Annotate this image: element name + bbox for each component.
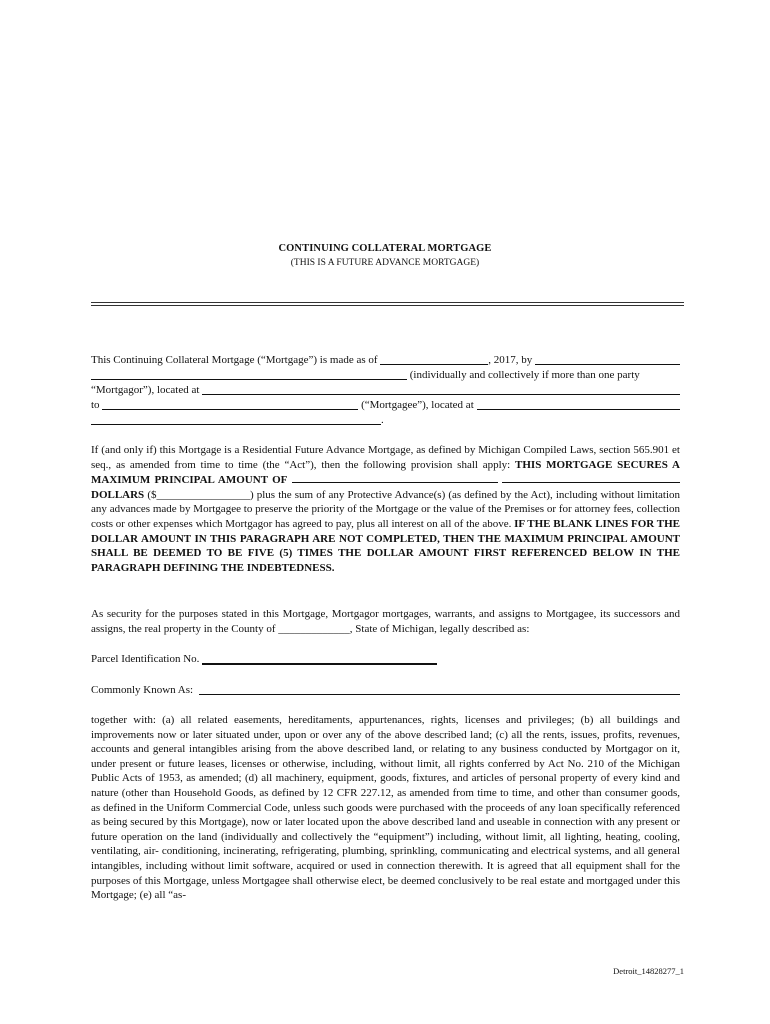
intro-text-mortgagee-located: (“Mortgagee”), located at [361,399,474,411]
max-principal-amount-blank-field[interactable] [292,472,498,483]
mortgagor-name-blank-field[interactable] [535,353,680,365]
mortgagor-address-blank-field[interactable] [202,383,680,395]
date-blank-field[interactable] [380,353,488,365]
parcel-id-label: Parcel Identification No. [91,653,200,665]
mortgagee-address-blank-field-2[interactable] [91,413,381,425]
parcel-id-line [91,652,680,667]
intro-text-year: , 2017, by [488,354,533,366]
together-with-paragraph: together with: (a) all related easements, hereditaments, appurtenances, rights, licenses and privileges; (b) all buildings and improvements now or later situated under, upon or over any of the above described land; (c) all the rents, issues, profits, revenues, accounts and general intangibles arising from the above described land, or relating to any business conducted by Mortgagor on it, under present or future leases, licenses or otherwise, including, without limit, all rights conferred by Act No. 210 of the Michigan Public Acts of 1953, as amended; (d) all machinery, equipment, goods, fixtures, and articles of personal property of every kind and nature (other than Household Goods, as defined by 12 CFR 227.12, as amended from time to time, and other than consumer goods, as defined in the Uniform Commercial Code, unless such goods were purchased with the proceeds of any loan specifically referenced as being secured by this Mortgage), now or later located upon the above described land and useable in connection with any present or future operation on the land (individually and collectively the “equipment”) including, without limit, all lighting, heating, cooling, ventilating, air- conditioning, incinerating, refrigerating, plumbing, sprinkling, communicating and electrical systems, and all general intangibles, including without limit software, acquired or used in connection therewith. It is agreed that all equipment shall for the purposes of this Mortgage, unless Mortgagee shall otherwise elect, be deemed conclusively to be real estate and mortgaged under this Mortgage; (e) all “as- [91,714,680,902]
double-rule-top [91,302,684,303]
double-rule-bottom [91,305,684,306]
mortgagee-name-blank-field[interactable] [102,398,358,410]
mortgagee-address-blank-field[interactable] [477,398,681,410]
parcel-id-blank-field[interactable] [202,652,437,665]
commonly-known-label: Commonly Known As: [91,684,194,696]
intro-text-individually: (individually and collectively if more than one party [409,369,640,381]
security-paragraph: As security for the purposes stated in this Mortgage, Mortgagor mortgages, warrants, and assigns to Mortgagee, its successors and assigns, the real property in the County of _____________, State of Michigan, legally described as: [91,608,680,635]
blank-lines-warning-bold-text: IF THE BLANK LINES FOR THE DOLLAR AMOUNT IN THIS PARAGRAPH ARE NOT COMPLETED, THEN THE MAXIMUM PRINCIPAL AMOUNT SHALL BE DEEMED TO BE FIVE (5) TIMES THE DOLLAR AMOUNT FIRST REFERENCED BELOW IN THE PARAGRAPH DEFINING THE INDEBTEDNESS. [91,517,681,574]
commonly-known-line [91,683,680,698]
intro-text-to: to [91,399,100,411]
max-principal-bold-text: THIS MORTGAGE SECURES A MAXIMUM PRINCIPAL AMOUNT OF [91,458,680,487]
commonly-known-blank-field[interactable] [199,683,680,695]
document-subtitle: (THIS IS A FUTURE ADVANCE MORTGAGE) [290,258,480,268]
future-advance-text-1: If (and only if) this Mortgage is a Residential Future Advance Mortgage, as defined by Michigan Compiled Laws, section 565.901 et seq., as amended from time to time (the “Act”), then the following provision shall apply: [91,444,680,471]
document-title: CONTINUING COLLATERAL MORTGAGE [278,243,492,254]
mortgagor-name-blank-field-2[interactable] [91,368,407,380]
intro-text-made-as-of: This Continuing Collateral Mortgage (“Mortgage”) is made as of [91,354,378,366]
future-advance-text-2: ($_________________) plus the sum of any Protective Advance(s) (as defined by the Act), including without limitation any advances made by Mortgagee to preserve the priority of the Mortgage or the value of the Premises or for attorney fees, collection costs or other expenses which Mortgagor has agreed to pay, plus all interest on all of the above. [91,488,681,530]
max-principal-words-blank-field[interactable] [502,472,680,483]
future-advance-paragraph [91,443,680,575]
intro-text-period: . [381,414,384,426]
document-footer-id: Detroit_14828277_1 [613,966,684,976]
intro-block [91,353,680,428]
intro-text-mortgagor-located: “Mortgagor”), located at [91,384,200,396]
dollars-bold-text: DOLLARS [91,488,145,501]
